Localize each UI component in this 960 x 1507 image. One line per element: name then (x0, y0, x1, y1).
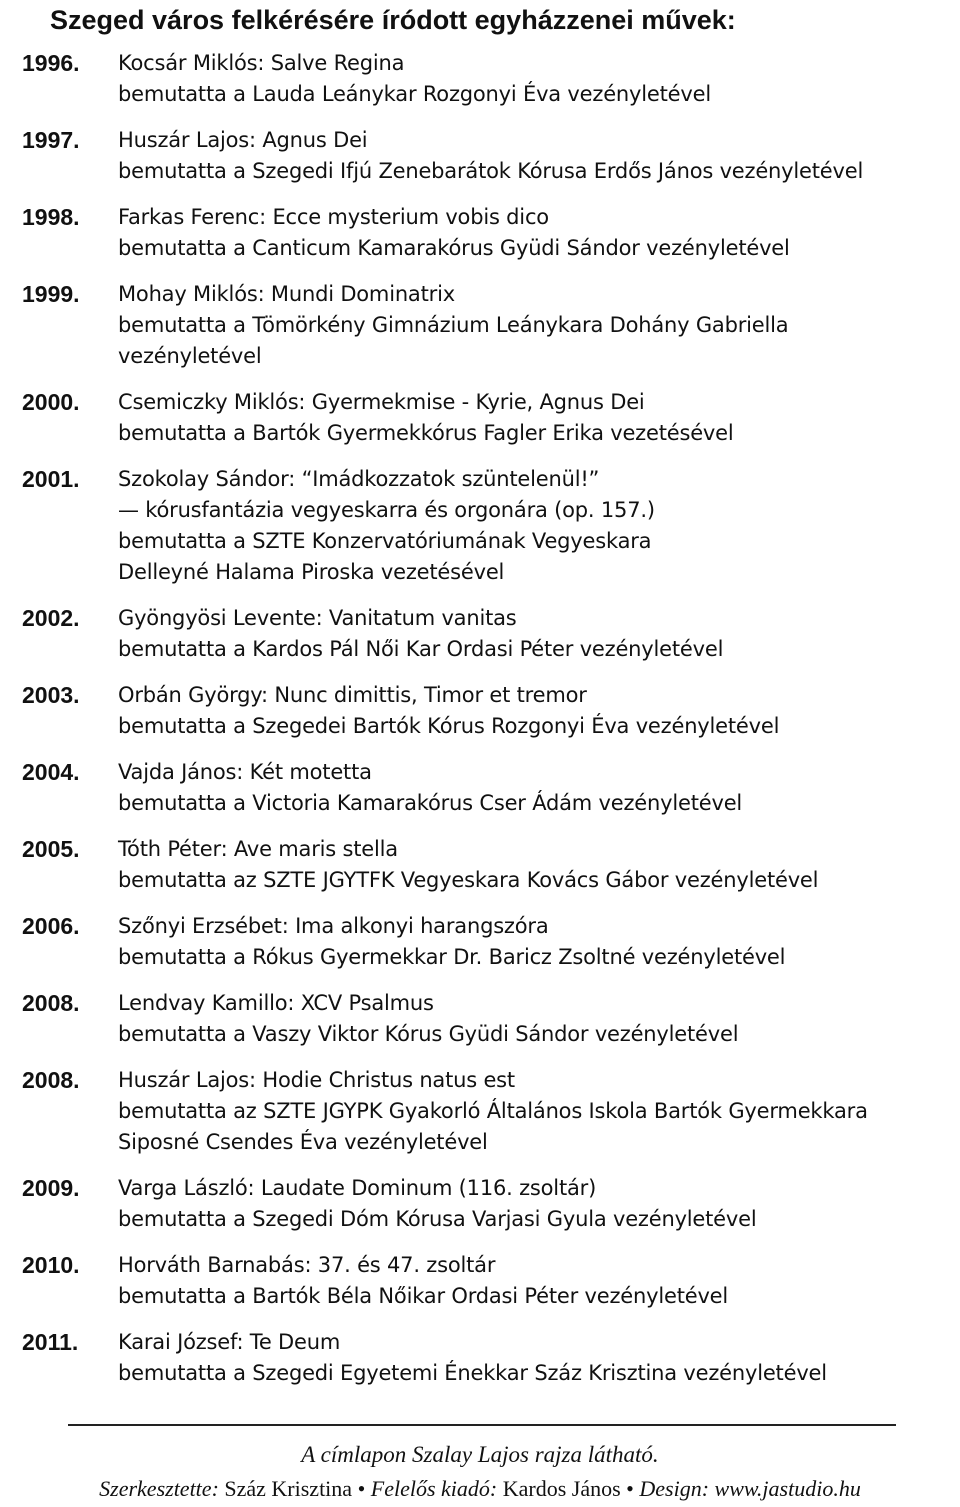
entry-year: 2001. (22, 466, 80, 492)
entry-lines (118, 603, 938, 665)
publisher-name: Kardos János (502, 1476, 621, 1501)
work-title: Karai József: Te Deum (118, 1330, 341, 1354)
performance-note: bemutatta a Rókus Gyermekkar Dr. Baricz Zsoltné vezényletével (118, 945, 786, 969)
entry-year: 2006. (22, 913, 80, 939)
performance-note: Siposné Csendes Éva vezényletével (118, 1130, 488, 1154)
entry-lines (118, 1250, 938, 1312)
performance-note: bemutatta a Canticum Kamarakórus Gyüdi Sándor vezényletével (118, 236, 790, 260)
edited-label: Szerkesztette: (99, 1476, 219, 1501)
performance-note: bemutatta a Szegedi Dóm Kórusa Varjasi Gyula vezényletével (118, 1207, 757, 1231)
performance-note: bemutatta a Szegedi Ifjú Zenebarátok Kórusa Erdős János vezényletével (118, 159, 864, 183)
publisher-label: Felelős kiadó: (370, 1476, 498, 1501)
performance-note: bemutatta a Kardos Pál Női Kar Ordasi Péter vezényletével (118, 637, 724, 661)
work-title: Huszár Lajos: Agnus Dei (118, 128, 368, 152)
cover-caption: A címlapon Szalay Lajos rajza látható. (301, 1442, 659, 1467)
entry-year: 2000. (22, 389, 80, 415)
entry-lines (118, 988, 938, 1050)
work-title: Huszár Lajos: Hodie Christus natus est (118, 1068, 515, 1092)
performance-note: Delleyné Halama Piroska vezetésével (118, 560, 505, 584)
work-title: Szőnyi Erzsébet: Ima alkonyi harangszóra (118, 914, 549, 938)
editor-name: Száz Krisztina (224, 1476, 353, 1501)
entry-lines (118, 834, 938, 896)
separator-bullet: • (626, 1476, 634, 1501)
entry-lines (118, 1065, 938, 1158)
entry-year: 2005. (22, 836, 80, 862)
design-label: Design: (639, 1476, 710, 1501)
entry-year: 1996. (22, 50, 80, 76)
work-title: Varga László: Laudate Dominum (116. zsoltár) (118, 1176, 597, 1200)
entry-year: 2008. (22, 1067, 80, 1093)
work-title: Mohay Miklós: Mundi Dominatrix (118, 282, 455, 306)
entry-lines (118, 125, 938, 187)
performance-note: bemutatta a Bartók Gyermekkórus Fagler Erika vezetésével (118, 421, 734, 445)
separator-bullet: • (357, 1476, 366, 1501)
performance-note: bemutatta a Szegedi Egyetemi Énekkar Száz Krisztina vezényletével (118, 1361, 827, 1385)
work-title: Szokolay Sándor: “Imádkozzatok szüntelenül!” (118, 467, 600, 491)
page-title: Szeged város felkérésére íródott egyházzenei művek: (50, 5, 736, 35)
entry-year: 2002. (22, 605, 80, 631)
entry-year: 2009. (22, 1175, 80, 1201)
work-title: Farkas Ferenc: Ecce mysterium vobis dico (118, 205, 549, 229)
work-title: Kocsár Miklós: Salve Regina (118, 51, 405, 75)
work-title: Tóth Péter: Ave maris stella (118, 837, 398, 861)
entry-lines (118, 202, 938, 264)
entry-lines (118, 279, 938, 372)
entry-lines (118, 757, 938, 819)
designer-url: www.jastudio.hu (714, 1476, 861, 1501)
work-title: Vajda János: Két motetta (118, 760, 372, 784)
performance-note: bemutatta az SZTE JGYPK Gyakorló Általános Iskola Bartók Gyermekkara (118, 1099, 868, 1123)
entry-lines (118, 48, 938, 110)
performance-note: bemutatta a SZTE Konzervatóriumának Vegyeskara (118, 529, 652, 553)
performance-note: bemutatta a Victoria Kamarakórus Cser Ádám vezényletével (118, 791, 743, 815)
performance-note: bemutatta az SZTE JGYTFK Vegyeskara Kovács Gábor vezényletével (118, 868, 819, 892)
entry-lines (118, 1327, 938, 1389)
work-title: Csemiczky Miklós: Gyermekmise - Kyrie, Agnus Dei (118, 390, 645, 414)
entry-year: 1998. (22, 204, 80, 230)
footer-divider (68, 1424, 896, 1426)
work-title: Lendvay Kamillo: XCV Psalmus (118, 991, 434, 1015)
entry-year: 2008. (22, 990, 80, 1016)
entry-year: 1999. (22, 281, 80, 307)
performance-note: — kórusfantázia vegyeskarra és orgonára (op. 157.) (118, 498, 655, 522)
performance-note: bemutatta a Tömörkény Gimnázium Leánykara Dohány Gabriella (118, 313, 789, 337)
entry-lines (118, 464, 938, 588)
entry-lines (118, 1173, 938, 1235)
performance-note: bemutatta a Szegedei Bartók Kórus Rozgonyi Éva vezényletével (118, 714, 780, 738)
performance-note: vezényletével (118, 344, 262, 368)
entry-year: 2004. (22, 759, 80, 785)
credits-line (0, 1474, 960, 1504)
entry-lines (118, 387, 938, 449)
entry-lines (118, 680, 938, 742)
performance-note: bemutatta a Bartók Béla Nőikar Ordasi Péter vezényletével (118, 1284, 729, 1308)
work-title: Orbán György: Nunc dimittis, Timor et tremor (118, 683, 587, 707)
work-title: Gyöngyösi Levente: Vanitatum vanitas (118, 606, 517, 630)
entry-year: 2003. (22, 682, 80, 708)
entry-year: 1997. (22, 127, 80, 153)
entry-year: 2011. (22, 1329, 79, 1355)
performance-note: bemutatta a Vaszy Viktor Kórus Gyüdi Sándor vezényletével (118, 1022, 739, 1046)
work-title: Horváth Barnabás: 37. és 47. zsoltár (118, 1253, 496, 1277)
performance-note: bemutatta a Lauda Leánykar Rozgonyi Éva vezényletével (118, 82, 711, 106)
entry-year: 2010. (22, 1252, 80, 1278)
entry-lines (118, 911, 938, 973)
